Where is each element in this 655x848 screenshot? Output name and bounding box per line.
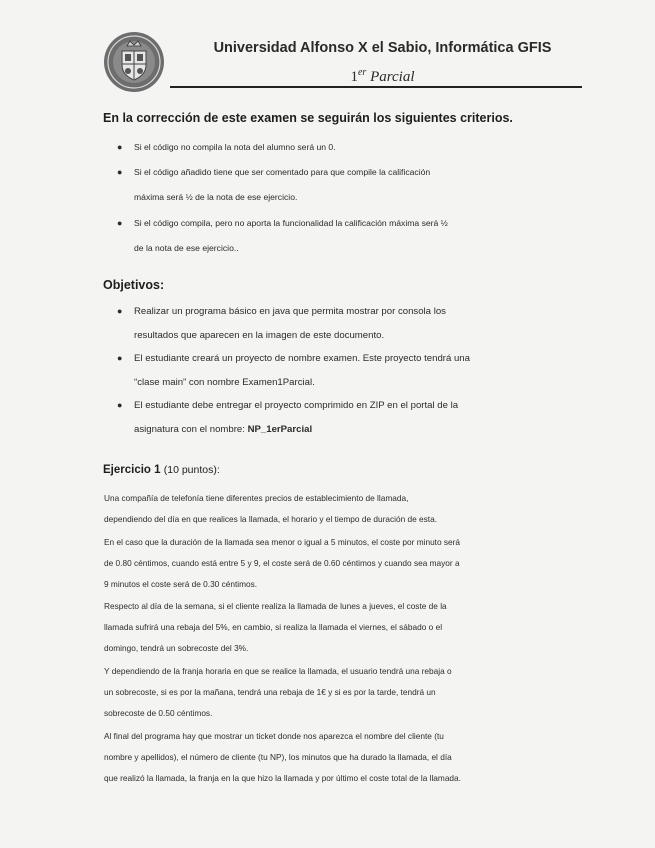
bullet-icon: ● xyxy=(117,400,123,410)
objective-item-line: resultados que aparecen en la imagen de este documento. xyxy=(134,330,385,341)
objective-item-line: “clase main” con nombre Examen1Parcial. xyxy=(134,377,315,388)
objective-item-line: El estudiante creará un proyecto de nombre examen. Este proyecto tendrá una xyxy=(134,353,470,364)
paragraph-line: Al final del programa hay que mostrar un ticket donde nos aparezca el nombre del cliente (tu xyxy=(104,731,444,741)
criteria-item-line: Si el código compila, pero no aporta la funcionalidad la calificación máxima será ½ xyxy=(134,218,448,228)
criteria-item-line: Si el código no compila la nota del alumno será un 0. xyxy=(134,142,336,152)
paragraph-line: que realizó la llamada, la franja en la que hizo la llamada y por último el coste total de la llamada. xyxy=(104,773,461,783)
subtitle-word: Parcial xyxy=(370,69,415,85)
exercise-title: Ejercicio 1 xyxy=(103,464,161,476)
paragraph-line: sobrecoste de 0.50 céntimos. xyxy=(104,708,213,718)
objective-item-line: El estudiante debe entregar el proyecto comprimido en ZIP en el portal de la xyxy=(134,400,459,411)
paragraph-line: nombre y apellidos), el número de cliente (tu NP), los minutos que ha durado la llamada, el día xyxy=(104,752,452,762)
zip-file-name: NP_1erParcial xyxy=(247,424,313,435)
subtitle-ordinal: er xyxy=(357,67,367,78)
objective-item-line: Realizar un programa básico en java que permita mostrar por consola los xyxy=(134,306,446,317)
subtitle-number: 1 xyxy=(350,69,358,85)
criteria-item-line: máxima será ½ de la nota de ese ejercicio. xyxy=(134,192,298,202)
paragraph-line: llamada sufrirá una rebaja del 5%, en cambio, si realiza la llamada el viernes, el sábado o el xyxy=(104,622,443,632)
exam-subtitle xyxy=(205,67,560,86)
paragraph-line: Y dependiendo de la franja horaria en que se realice la llamada, el usuario tendrá una rebaja o xyxy=(104,666,452,676)
objective-item-text: asignatura con el nombre: xyxy=(134,424,248,435)
paragraph-line: un sobrecoste, si es por la mañana, tendrá una rebaja de 1€ y si es por la tarde, tendrá un xyxy=(104,687,436,697)
header-divider xyxy=(170,86,582,88)
bullet-icon: ● xyxy=(117,167,123,177)
paragraph-line: 9 minutos el coste será de 0.30 céntimos. xyxy=(104,579,258,589)
criteria-heading: En la corrección de este examen se seguirán los siguientes criterios. xyxy=(103,111,513,125)
paragraph-line: domingo, tendrá un sobrecoste del 3%. xyxy=(104,643,249,653)
criteria-item-line: de la nota de ese ejercicio.. xyxy=(134,243,239,253)
paragraph-line: Respecto al día de la semana, si el cliente realiza la llamada de lunes a jueves, el coste de la xyxy=(104,601,447,611)
bullet-icon: ● xyxy=(117,306,123,316)
criteria-item-line: Si el código añadido tiene que ser comentado para que compile la calificación xyxy=(134,167,431,177)
paragraph-line: Una compañía de telefonía tiene diferentes precios de establecimiento de llamada, xyxy=(104,493,409,503)
university-seal-logo xyxy=(103,31,165,93)
exercise-heading xyxy=(103,464,220,476)
paragraph-line: En el caso que la duración de la llamada sea menor o igual a 5 minutos, el coste por minuto será xyxy=(104,537,461,547)
objective-item-line xyxy=(134,424,312,435)
objectives-heading: Objetivos: xyxy=(103,278,165,292)
paragraph-line: dependiendo del día en que realices la llamada, el horario y el tiempo de duración de esta. xyxy=(104,514,438,524)
exercise-points: (10 puntos): xyxy=(163,464,220,476)
bullet-icon: ● xyxy=(117,353,123,363)
header-title: Universidad Alfonso X el Sabio, Informática GFIS xyxy=(213,40,552,56)
paragraph-line: de 0.80 céntimos, cuando está entre 5 y 9, el coste será de 0.60 céntimos y cuando sea mayor a xyxy=(104,558,460,568)
bullet-icon: ● xyxy=(117,218,123,228)
bullet-icon: ● xyxy=(117,142,123,152)
